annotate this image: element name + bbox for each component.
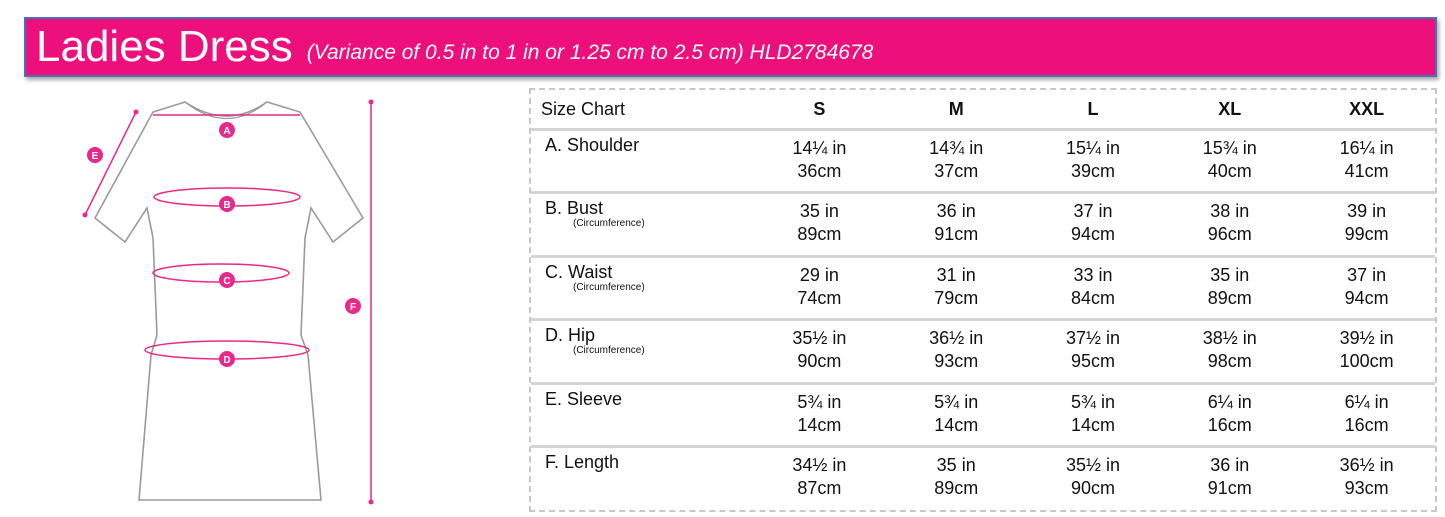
svg-text:A: A [223, 126, 231, 137]
measurement-name: A. Shoulder [545, 135, 640, 155]
measurement-name: B. Bust [545, 198, 604, 219]
measurement-label [531, 383, 751, 446]
table-row [531, 447, 1435, 510]
table-row [531, 320, 1435, 383]
table-cell [1025, 383, 1162, 446]
svg-text:D: D [223, 355, 231, 366]
size-header-m: M [888, 90, 1025, 130]
value-inches: 37 in [1073, 201, 1113, 222]
size-header-xl: XL [1161, 90, 1298, 130]
table-cell [751, 383, 888, 446]
table-cell [1298, 130, 1435, 193]
value-inches: 35½ in [792, 328, 847, 349]
table-cell [1161, 193, 1298, 256]
size-header-xxl: XXL [1298, 90, 1435, 130]
svg-text:E: E [91, 151, 99, 162]
marker-e [87, 147, 103, 163]
measurement-name: E. Sleeve [545, 388, 623, 409]
table-cell [751, 130, 888, 193]
table-cell [1025, 130, 1162, 193]
dress-diagram [75, 90, 395, 510]
svg-text:C: C [223, 276, 231, 287]
value-cm: 89cm [797, 224, 842, 245]
table-cell [1298, 256, 1435, 319]
measurement-name: F. Length [545, 452, 620, 473]
table-cell [888, 130, 1025, 193]
size-table-body [531, 130, 1435, 511]
measurement-note: (Circumference) [573, 345, 645, 357]
value-inches: 29 in [799, 264, 839, 285]
value-inches: 5¾ in [934, 391, 979, 412]
table-row [531, 383, 1435, 446]
value-inches: 35 in [799, 201, 839, 222]
measurement-note: (Circumference) [573, 218, 645, 230]
measurement-label [531, 447, 751, 510]
size-header-s: S [751, 90, 888, 130]
table-cell [751, 447, 888, 510]
value-cm: 98cm [1207, 351, 1252, 372]
size-header-row [531, 90, 1435, 130]
value-inches: 36 in [936, 201, 976, 222]
value-inches: 38 in [1210, 201, 1250, 222]
size-header-l: L [1025, 90, 1162, 130]
value-inches: 37 in [1347, 264, 1387, 285]
value-cm: 99cm [1344, 224, 1389, 245]
marker-b [219, 196, 235, 212]
value-inches: 6¼ in [1207, 391, 1252, 412]
table-cell [1025, 193, 1162, 256]
measurement-note: (Circumference) [573, 281, 645, 293]
table-cell [1025, 320, 1162, 383]
table-cell [1298, 193, 1435, 256]
value-cm: 91cm [934, 224, 979, 245]
value-cm: 36cm [797, 161, 842, 181]
page-subtitle: (Variance of 0.5 in to 1 in or 1.25 cm to 2.5 cm) HLD2784678 [306, 41, 874, 64]
table-cell [1161, 256, 1298, 319]
value-inches: 37½ in [1065, 328, 1121, 349]
value-cm: 89cm [1207, 287, 1252, 308]
table-cell [1298, 447, 1435, 510]
value-inches: 35 in [1210, 264, 1250, 285]
marker-f [345, 298, 361, 314]
table-cell [888, 193, 1025, 256]
value-inches: 34½ in [792, 455, 847, 476]
table-cell [1161, 447, 1298, 510]
measurement-label [531, 130, 751, 193]
size-chart-label: Size Chart [531, 90, 751, 130]
measurement-name: D. Hip [545, 325, 596, 346]
table-cell [1025, 256, 1162, 319]
value-inches: 39½ in [1339, 328, 1394, 349]
table-row [531, 256, 1435, 319]
table-cell [888, 383, 1025, 446]
value-cm: 87cm [797, 478, 842, 499]
table-cell [1161, 320, 1298, 383]
value-cm: 16cm [1344, 414, 1389, 435]
value-cm: 96cm [1207, 224, 1252, 245]
measurement-label [531, 256, 751, 319]
value-cm: 14cm [1070, 414, 1115, 435]
marker-d [219, 351, 235, 367]
value-inches: 6¼ in [1344, 391, 1389, 412]
table-cell [1025, 447, 1162, 510]
svg-text:F: F [349, 302, 357, 313]
value-cm: 94cm [1070, 224, 1115, 245]
svg-text:B: B [223, 200, 231, 211]
value-cm: 79cm [934, 287, 979, 308]
value-cm: 40cm [1207, 161, 1252, 181]
value-inches: 36½ in [1339, 455, 1394, 476]
value-cm: 14cm [797, 414, 842, 435]
table-cell [1161, 383, 1298, 446]
value-cm: 94cm [1344, 287, 1389, 308]
marker-a [219, 122, 235, 138]
table-row [531, 193, 1435, 256]
measurement-label [531, 320, 751, 383]
value-inches: 14¼ in [792, 138, 847, 158]
value-inches: 36½ in [929, 328, 984, 349]
page-title: Ladies Dress [36, 22, 293, 71]
value-cm: 37cm [934, 161, 979, 181]
value-cm: 41cm [1344, 161, 1389, 181]
table-cell [888, 447, 1025, 510]
table-row [531, 130, 1435, 193]
value-inches: 33 in [1073, 264, 1113, 285]
value-cm: 90cm [797, 351, 842, 372]
size-chart [529, 88, 1437, 512]
title-banner [24, 17, 1437, 77]
value-inches: 14¾ in [929, 138, 984, 158]
marker-c [219, 272, 235, 288]
value-inches: 35 in [936, 455, 976, 476]
value-inches: 16¼ in [1339, 138, 1394, 158]
value-inches: 35½ in [1065, 455, 1121, 476]
table-cell [1298, 320, 1435, 383]
value-cm: 74cm [797, 287, 842, 308]
table-cell [1298, 383, 1435, 446]
value-inches: 39 in [1347, 201, 1387, 222]
value-inches: 31 in [936, 264, 976, 285]
value-cm: 14cm [934, 414, 979, 435]
value-inches: 38½ in [1202, 328, 1257, 349]
value-cm: 39cm [1070, 161, 1115, 181]
table-cell [888, 256, 1025, 319]
value-cm: 91cm [1207, 478, 1252, 499]
value-inches: 5¾ in [797, 391, 842, 412]
value-cm: 16cm [1207, 414, 1252, 435]
dress-outline [95, 102, 363, 500]
value-cm: 89cm [934, 478, 979, 499]
value-cm: 84cm [1070, 287, 1115, 308]
table-cell [751, 256, 888, 319]
value-cm: 90cm [1070, 478, 1115, 499]
table-cell [1161, 130, 1298, 193]
value-cm: 95cm [1070, 351, 1115, 372]
value-cm: 93cm [1344, 478, 1389, 499]
measurement-name: C. Waist [545, 261, 613, 282]
size-table [531, 90, 1435, 510]
value-inches: 36 in [1210, 455, 1250, 476]
value-inches: 5¾ in [1070, 391, 1116, 412]
table-cell [751, 320, 888, 383]
measurement-label [531, 193, 751, 256]
value-inches: 15¼ in [1065, 138, 1121, 158]
value-cm: 93cm [934, 351, 979, 372]
table-cell [751, 193, 888, 256]
value-inches: 15¾ in [1202, 138, 1257, 158]
table-cell [888, 320, 1025, 383]
value-cm: 100cm [1339, 351, 1394, 372]
